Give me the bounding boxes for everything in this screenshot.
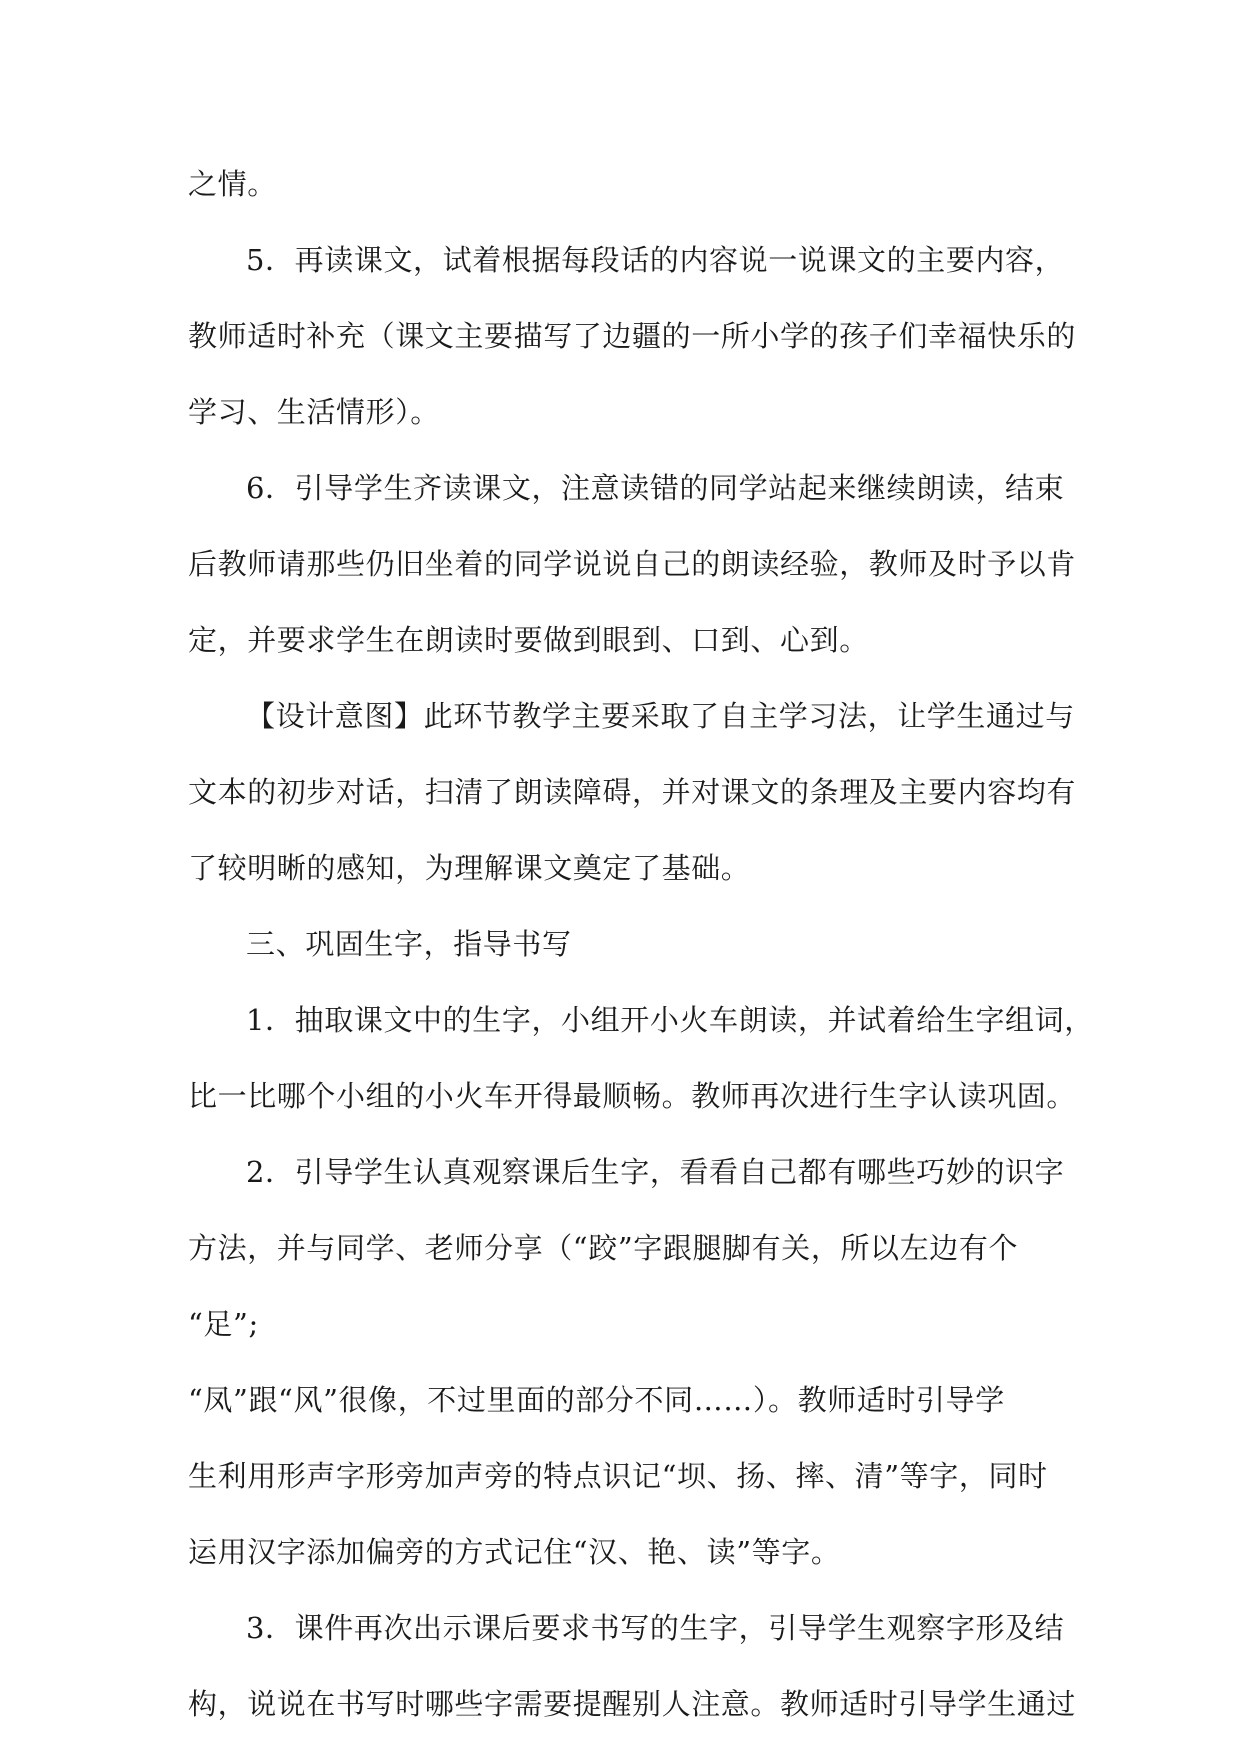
- text-line: “足”;: [188, 1307, 259, 1341]
- text-line: 2．引导学生认真观察课后生字，看看自己都有哪些巧妙的识字: [246, 1155, 1065, 1189]
- text-line: 1．抽取课文中的生字，小组开小火车朗读，并试着给生字组词，: [246, 1003, 1094, 1037]
- text-line: 文本的初步对话，扫清了朗读障碍，并对课文的条理及主要内容均有: [188, 775, 1077, 809]
- text-line: 方法，并与同学、老师分享（“跤”字跟腿脚有关，所以左边有个: [188, 1231, 1019, 1265]
- text-line: 5．再读课文，试着根据每段话的内容说一说课文的主要内容，: [246, 243, 1065, 277]
- text-line: 后教师请那些仍旧坐着的同学说说自己的朗读经验，教师及时予以肯: [188, 547, 1077, 581]
- text-line: 3．课件再次出示课后要求书写的生字，引导学生观察字形及结: [246, 1611, 1065, 1645]
- text-line: “凤”跟“风”很像，不过里面的部分不同……）。教师适时引导学: [188, 1383, 1005, 1417]
- text-line: 构，说说在书写时哪些字需要提醒别人注意。教师适时引导学生通过: [188, 1687, 1077, 1721]
- text-line: 生利用形声字形旁加声旁的特点识记“坝、扬、摔、清”等字，同时: [188, 1459, 1048, 1493]
- text-line: 了较明晰的感知，为理解课文奠定了基础。: [188, 851, 751, 885]
- text-line: 教师适时补充（课文主要描写了边疆的一所小学的孩子们幸福快乐的: [188, 319, 1077, 353]
- text-line: 之情。: [188, 167, 277, 201]
- text-line: 学习、生活情形）。: [188, 395, 440, 429]
- text-line: 【设计意图】此环节教学主要采取了自主学习法，让学生通过与: [246, 699, 1075, 733]
- text-line: 运用汉字添加偏旁的方式记住“汉、艳、读”等字。: [188, 1535, 841, 1569]
- text-line: 比一比哪个小组的小火车开得最顺畅。教师再次进行生字认读巩固。: [188, 1079, 1077, 1113]
- section-heading: 三、巩固生字，指导书写: [246, 927, 572, 961]
- text-line: 6．引导学生齐读课文，注意读错的同学站起来继续朗读，结束: [246, 471, 1065, 505]
- text-line: 定，并要求学生在朗读时要做到眼到、口到、心到。: [188, 623, 869, 657]
